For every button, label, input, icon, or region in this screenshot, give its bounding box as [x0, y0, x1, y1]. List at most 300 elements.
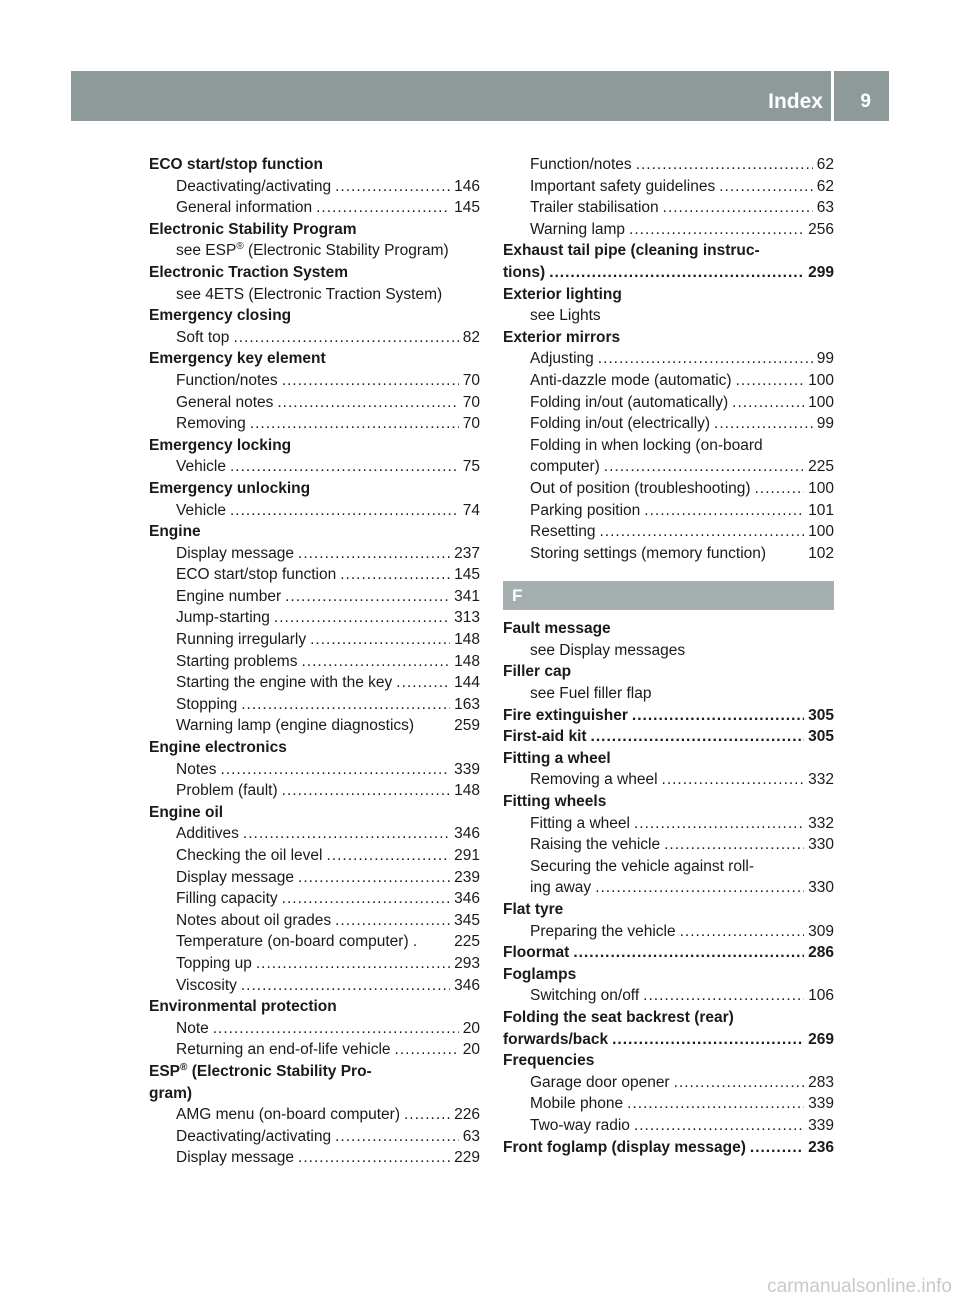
entry-label: Frequencies [503, 1052, 595, 1070]
page-reference: 100 [808, 523, 834, 541]
leader-dots [599, 521, 804, 543]
index-entry [503, 240, 834, 262]
entry-label: Fault message [503, 620, 611, 638]
leader-dots [340, 564, 450, 586]
index-subentry [503, 413, 834, 435]
leader-dots [629, 219, 804, 241]
leader-dots [250, 413, 459, 435]
leader-dots [282, 370, 459, 392]
entry-label: ESP® (Electronic Stability Pro- [149, 1061, 372, 1080]
leader-dots [750, 1137, 804, 1159]
index-subentry [503, 813, 834, 835]
entry-label: Function/notes [530, 156, 632, 173]
index-subentry [149, 629, 480, 651]
entry-label: Topping up [176, 954, 252, 972]
entry-label: Notes [176, 760, 217, 778]
entry-label: ing away [530, 879, 592, 897]
leader-dots [274, 607, 450, 629]
index-entry [503, 726, 834, 748]
leader-dots [316, 197, 450, 219]
page-reference: 148 [454, 782, 480, 800]
entry-label: Problem (fault) [176, 782, 278, 800]
entry-label: Preparing the vehicle [530, 922, 676, 940]
page-title: Index [768, 90, 823, 113]
entry-label: forwards/back [503, 1030, 609, 1048]
index-subentry [149, 392, 480, 414]
index-subentry [149, 1147, 480, 1169]
index-subentry [149, 759, 480, 781]
leader-dots [549, 262, 804, 284]
index-subentry [149, 975, 480, 997]
page-reference: 100 [808, 479, 834, 497]
index-entry [503, 327, 834, 349]
watermark: carmanualsonline.info [767, 1276, 952, 1297]
index-entry [149, 737, 480, 759]
index-subentry [503, 435, 834, 457]
entry-label: Note [176, 1019, 209, 1037]
page-reference: 75 [462, 458, 480, 476]
index-subentry [503, 1072, 834, 1094]
leader-dots [310, 629, 450, 651]
index-entry [149, 305, 480, 327]
entry-label: Temperature (on-board computer) . [176, 933, 418, 951]
entry-label: Front foglamp (display message) [503, 1138, 746, 1156]
page-reference: 256 [808, 220, 834, 238]
entry-label: Resetting [530, 523, 596, 541]
index-subentry [149, 413, 480, 435]
index-subentry [503, 478, 834, 500]
index-subentry [149, 500, 480, 522]
entry-label: Fitting a wheel [530, 814, 630, 832]
page-reference: 106 [808, 987, 834, 1005]
page-reference: 225 [808, 458, 834, 476]
index-entry [503, 1050, 834, 1072]
leader-dots [256, 953, 450, 975]
index-subentry [149, 586, 480, 608]
index-entry [503, 942, 834, 964]
index-entry [503, 791, 834, 813]
index-subentry [149, 176, 480, 198]
index-subentry [149, 845, 480, 867]
index-subentry [503, 640, 834, 662]
entry-label: Jump-starting [176, 609, 270, 627]
page-reference: 239 [454, 868, 480, 886]
page-reference: 345 [454, 911, 480, 929]
entry-label: Stopping [176, 695, 238, 713]
index-entry [503, 1007, 834, 1029]
entry-label: Electronic Traction System [149, 263, 348, 281]
entry-label: Engine number [176, 587, 282, 605]
page-reference: 62 [816, 177, 834, 195]
index-entry [503, 661, 834, 683]
entry-label: Vehicle [176, 501, 226, 519]
entry-label: Notes about oil grades [176, 911, 332, 929]
index-subentry [503, 154, 834, 176]
index-subentry [503, 370, 834, 392]
page-reference: 62 [816, 156, 834, 173]
entry-label: Returning an end-of-life vehicle [176, 1041, 391, 1059]
entry-label: Adjusting [530, 350, 594, 368]
leader-dots [241, 975, 450, 997]
page-reference: 148 [454, 631, 480, 649]
entry-label: Environmental protection [149, 998, 337, 1016]
index-subentry [149, 672, 480, 694]
entry-label: Fitting a wheel [503, 749, 611, 767]
page-reference: 145 [454, 566, 480, 584]
index-subentry [503, 219, 834, 241]
page-reference: 299 [808, 263, 834, 281]
index-subentry [503, 197, 834, 219]
leader-dots [714, 413, 813, 435]
entry-label: AMG menu (on-board computer) [176, 1106, 400, 1124]
index-entry [503, 705, 834, 727]
leader-dots [573, 942, 804, 964]
index-entry [149, 1061, 480, 1083]
page-reference: 339 [808, 1116, 834, 1134]
page-reference: 259 [454, 717, 480, 735]
leader-dots [298, 543, 450, 565]
index-subentry [503, 521, 834, 543]
index-subentry [149, 910, 480, 932]
index-subentry [149, 1039, 480, 1061]
entry-label: Garage door opener [530, 1073, 670, 1091]
index-subentry [149, 931, 480, 953]
index-subentry [503, 683, 834, 705]
page-reference: 286 [808, 944, 834, 962]
leader-dots [298, 1147, 450, 1169]
entry-label: Two-way radio [530, 1116, 630, 1134]
leader-dots [233, 327, 458, 349]
entry-label: Foglamps [503, 965, 577, 983]
index-subentry [149, 1018, 480, 1040]
entry-label: Display message [176, 1149, 295, 1167]
leader-dots [634, 1115, 804, 1137]
leader-dots [326, 845, 450, 867]
page-reference: 346 [454, 976, 480, 994]
index-subentry [503, 392, 834, 414]
leader-dots [230, 456, 459, 478]
leader-dots [732, 392, 804, 414]
entry-label: Function/notes [176, 371, 278, 389]
index-entry [149, 1083, 480, 1105]
entry-label: Emergency key element [149, 350, 326, 368]
leader-dots [662, 769, 805, 791]
index-subentry [503, 921, 834, 943]
entry-label: Vehicle [176, 458, 226, 476]
index-entry [149, 521, 480, 543]
entry-label: see 4ETS (Electronic Traction System) [176, 285, 443, 303]
entry-label: Filler cap [503, 663, 572, 681]
page-reference: 293 [454, 954, 480, 972]
page-reference: 70 [462, 393, 480, 411]
index-subentry [503, 1115, 834, 1137]
entry-label: tions) [503, 263, 546, 281]
index-subentry [149, 780, 480, 802]
entry-label: Emergency locking [149, 436, 292, 454]
index-subentry [149, 1126, 480, 1148]
page-reference: 63 [462, 1127, 480, 1145]
leader-dots [282, 780, 450, 802]
index-entry [503, 262, 834, 284]
page-reference: 309 [808, 922, 834, 940]
entry-label: Trailer stabilisation [530, 199, 659, 217]
leader-dots [335, 1126, 459, 1148]
leader-dots [243, 823, 450, 845]
leader-dots [591, 726, 805, 748]
page-reference: 99 [816, 350, 834, 368]
entry-label: Switching on/off [530, 987, 640, 1005]
entry-label: ECO start/stop function [149, 156, 323, 173]
entry-label: Warning lamp (engine diagnostics) [176, 717, 415, 735]
page-reference: 291 [454, 847, 480, 864]
leader-dots [664, 834, 804, 856]
page-reference: 305 [808, 706, 834, 724]
page-reference: 145 [454, 199, 480, 217]
entry-label: Viscosity [176, 976, 237, 994]
page-reference: 236 [808, 1138, 834, 1156]
index-subentry [503, 856, 834, 878]
leader-dots [634, 813, 804, 835]
entry-label: Fitting wheels [503, 793, 607, 811]
page-reference: 332 [808, 771, 834, 789]
entry-label: Display message [176, 544, 295, 562]
page-reference: 225 [454, 933, 480, 951]
index-entry [149, 154, 480, 176]
index-subentry [149, 888, 480, 910]
page-reference: 339 [454, 760, 480, 778]
entry-label: Exhaust tail pipe (cleaning instruc- [503, 242, 760, 260]
leader-dots [674, 1072, 805, 1094]
page-reference: 100 [808, 371, 834, 389]
leader-dots [636, 154, 813, 176]
page-reference: 346 [454, 890, 480, 908]
leader-dots [598, 348, 813, 370]
index-subentry [503, 985, 834, 1007]
entry-label: Removing [176, 415, 246, 433]
page-reference: 148 [454, 652, 480, 670]
index-subentry [149, 715, 480, 737]
leader-dots [282, 888, 450, 910]
index-column-right [503, 154, 834, 1158]
index-subentry [149, 564, 480, 586]
entry-label: First-aid kit [503, 728, 587, 746]
page-reference: 341 [454, 587, 480, 605]
entry-label: Folding in/out (electrically) [530, 415, 711, 433]
entry-label: Warning lamp [530, 220, 626, 238]
leader-dots [230, 500, 459, 522]
index-entry [503, 618, 834, 640]
page-reference: 283 [808, 1073, 834, 1091]
page-reference: 100 [808, 393, 834, 411]
index-subentry [149, 867, 480, 889]
page-reference: 63 [816, 199, 834, 217]
index-entry [149, 802, 480, 824]
leader-dots [680, 921, 805, 943]
entry-label: see ESP® (Electronic Stability Program) [176, 241, 449, 260]
page-reference: 74 [462, 501, 480, 519]
page-reference: 305 [808, 728, 834, 746]
index-entry [503, 1137, 834, 1159]
leader-dots [221, 759, 451, 781]
entry-label: see Fuel filler flap [530, 685, 652, 703]
entry-label: Soft top [176, 328, 230, 346]
page-reference: 330 [808, 879, 834, 897]
index-subentry [149, 1104, 480, 1126]
page-header [71, 71, 889, 121]
index-entry [149, 435, 480, 457]
entry-label: Checking the oil level [176, 847, 323, 864]
index-subentry [149, 456, 480, 478]
page-reference: 330 [808, 836, 834, 854]
index-subentry [503, 877, 834, 899]
leader-dots [395, 1039, 459, 1061]
entry-label: Additives [176, 825, 239, 843]
page-reference: 163 [454, 695, 480, 713]
index-subentry [503, 348, 834, 370]
page-reference: 20 [462, 1041, 480, 1059]
entry-label: Starting the engine with the key [176, 674, 393, 692]
page-reference: 102 [808, 544, 834, 562]
entry-label: Engine electronics [149, 739, 287, 757]
leader-dots [396, 672, 450, 694]
entry-label: Securing the vehicle against roll- [530, 857, 755, 875]
page-reference: 70 [462, 415, 480, 433]
index-subentry [149, 607, 480, 629]
entry-label: gram) [149, 1084, 193, 1102]
page-reference: 144 [454, 674, 480, 692]
index-column-left [149, 154, 480, 1169]
entry-label: Folding in/out (automatically) [530, 393, 729, 411]
page-reference: 332 [808, 814, 834, 832]
leader-dots [404, 1104, 450, 1126]
entry-label: Fire extinguisher [503, 706, 628, 724]
leader-dots [627, 1093, 804, 1115]
entry-label: Mobile phone [530, 1095, 624, 1113]
entry-label: Flat tyre [503, 901, 564, 918]
leader-dots [285, 586, 450, 608]
page-reference: 237 [454, 544, 480, 562]
page-reference: 339 [808, 1095, 834, 1113]
leader-dots [632, 705, 804, 727]
entry-label: Exterior mirrors [503, 328, 621, 346]
index-entry [503, 284, 834, 306]
index-entry [503, 964, 834, 986]
leader-dots [241, 694, 450, 716]
index-subentry [149, 370, 480, 392]
leader-dots [719, 176, 813, 198]
index-subentry [503, 834, 834, 856]
entry-label: Emergency closing [149, 307, 292, 325]
entry-label: Electronic Stability Program [149, 220, 357, 238]
leader-dots [335, 176, 450, 198]
index-entry [503, 899, 834, 921]
index-subentry [149, 953, 480, 975]
entry-label: computer) [530, 458, 600, 476]
entry-label: Running irregularly [176, 631, 307, 649]
index-entry [149, 348, 480, 370]
index-subentry [149, 327, 480, 349]
entry-label: Deactivating/activating [176, 1127, 332, 1145]
leader-dots [277, 392, 458, 414]
index-subentry [149, 823, 480, 845]
leader-dots [213, 1018, 459, 1040]
index-entry [149, 219, 480, 241]
entry-label: Engine oil [149, 803, 224, 821]
leader-dots [604, 456, 804, 478]
index-entry [149, 996, 480, 1018]
page-reference: 82 [462, 328, 480, 346]
entry-label: Storing settings (memory function) [530, 544, 767, 562]
header-divider [831, 71, 834, 121]
page-number: 9 [860, 91, 871, 112]
index-entry [149, 478, 480, 500]
leader-dots [335, 910, 450, 932]
entry-label: Raising the vehicle [530, 836, 661, 854]
index-subentry [503, 305, 834, 327]
page-reference: 70 [462, 371, 480, 389]
leader-dots [298, 867, 450, 889]
page-reference: 226 [454, 1106, 480, 1124]
index-entry [503, 1029, 834, 1051]
index-subentry [503, 543, 834, 565]
entry-label: Emergency unlocking [149, 479, 311, 497]
index-subentry [503, 769, 834, 791]
entry-label: Exterior lighting [503, 285, 622, 303]
entry-label: Out of position (troubleshooting) [530, 479, 751, 497]
leader-dots [663, 197, 813, 219]
entry-label: Deactivating/activating [176, 177, 332, 195]
entry-label: Engine [149, 523, 201, 541]
index-subentry [149, 284, 480, 306]
entry-label: General notes [176, 393, 274, 411]
entry-label: Removing a wheel [530, 771, 658, 789]
page-reference: 99 [816, 415, 834, 433]
entry-label: ECO start/stop function [176, 566, 337, 584]
index-subentry [149, 694, 480, 716]
index-subentry [503, 500, 834, 522]
entry-label: Parking position [530, 501, 641, 519]
page-reference: 146 [454, 177, 480, 195]
page-reference: 269 [808, 1030, 834, 1048]
entry-label: see Display messages [530, 641, 686, 659]
section-header: F [503, 581, 834, 610]
page-reference: 101 [808, 501, 834, 519]
entry-label: Filling capacity [176, 890, 278, 908]
entry-label: Display message [176, 868, 295, 886]
page-reference: 313 [454, 609, 480, 627]
entry-label: Folding the seat backrest (rear) [503, 1008, 734, 1026]
index-subentry [503, 456, 834, 478]
index-entry [149, 262, 480, 284]
leader-dots [644, 500, 804, 522]
entry-label: General information [176, 199, 313, 217]
leader-dots [301, 651, 450, 673]
leader-dots [643, 985, 804, 1007]
index-subentry [503, 1093, 834, 1115]
index-subentry [149, 240, 480, 262]
index-entry [503, 748, 834, 770]
entry-label: Anti-dazzle mode (automatic) [530, 371, 732, 389]
entry-label: Floormat [503, 944, 570, 962]
index-subentry [149, 651, 480, 673]
leader-dots [612, 1029, 804, 1051]
page-reference: 229 [454, 1149, 480, 1167]
entry-label: Starting problems [176, 652, 298, 670]
leader-dots [595, 877, 804, 899]
index-subentry [149, 543, 480, 565]
page-reference: 20 [462, 1019, 480, 1037]
page-reference: 346 [454, 825, 480, 843]
